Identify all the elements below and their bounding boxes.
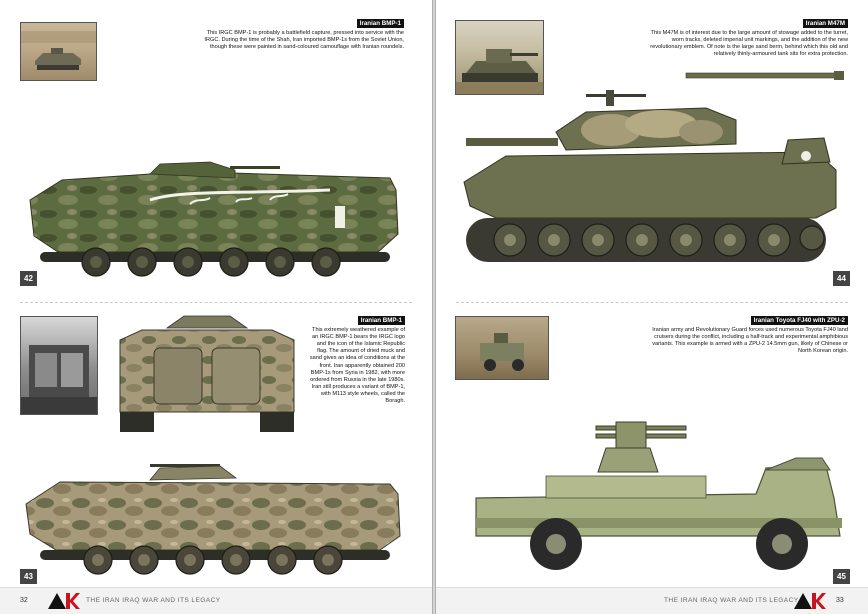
zpu2-gun <box>596 422 686 472</box>
bmp1-rear-view <box>112 314 302 434</box>
plate-number-43: 43 <box>20 569 37 584</box>
bmp1-weathered-side-view <box>0 452 432 582</box>
page-number: 33 <box>836 597 844 604</box>
ak-logo <box>46 592 80 610</box>
right-divider <box>456 302 848 303</box>
caption-tag: Iranian Toyota FJ40 with ZPU-2 <box>751 316 848 325</box>
bmp1-bw-photo <box>20 316 98 415</box>
bmp1-reference-photo <box>20 22 97 81</box>
caption-text: This extremely weathered example of an IRGC BMP-1 bears the IRGC logo and the icon of the Islamic Republic flag. The amount of dried muck and sand gives an idea of conditions at the front. Iran apparently obtained 200 BMP-1s from Syria in 1982, with more ordered from Russia in the late 1980s. Iran still produces a variant of BMP-1, with M113 style wheels, called the Boragh. <box>309 327 405 405</box>
caption-tag: Iranian M47M <box>803 19 848 28</box>
caption-bmp1-middle <box>308 316 405 405</box>
toyota-photo-illustration <box>456 317 548 379</box>
caption-text: This IRGC BMP-1 is probably a battlefield capture, pressed into service with the IRGC. During the time of the Shah, Iran imported BMP-1s from the Soviet Union, though these were painted in sand-coloured camouflage with Iranian roundels. <box>204 30 404 51</box>
plate-number-44: 44 <box>833 271 850 286</box>
bmp1-photo-illustration <box>21 23 96 80</box>
ak-logo-icon <box>792 592 826 610</box>
left-page <box>0 0 432 614</box>
caption-toyota <box>640 316 848 355</box>
ak-logo <box>792 592 826 610</box>
ak-logo-icon <box>46 592 80 610</box>
m47m-turret-detail <box>778 134 834 174</box>
plate-number-45: 45 <box>833 569 850 584</box>
left-footer <box>0 587 432 614</box>
bw-photo-illustration <box>21 317 97 414</box>
caption-bmp1-top <box>196 19 404 51</box>
left-divider <box>20 302 412 303</box>
m47m-gun-barrel <box>686 70 846 82</box>
caption-tag: Iranian BMP-1 <box>358 316 405 325</box>
m47m-photo-illustration <box>456 21 543 94</box>
page-number: 32 <box>20 597 28 604</box>
footer-title: THE IRAN IRAQ WAR AND ITS LEGACY <box>86 597 221 604</box>
m47m-side-view <box>436 90 868 290</box>
caption-m47m <box>640 19 848 58</box>
toyota-reference-photo <box>455 316 549 380</box>
right-footer <box>436 587 868 614</box>
caption-text: Iranian army and Revolutionary Guard forces used numerous Toyota FJ40 land cruisers during the conflict, including a half-track and experimental amphibious variants. This example is armed with a ZPU-2 14.5mm gun, likely of Chinese or North Korean origin. <box>652 327 848 355</box>
caption-text: This M47M is of interest due to the large amount of stowage added to the turret, worn tracks, deleted imperial unit markings, and the addition of the new revolutionary emblem. Of note is the large sand berm, behind which this old and relatively thinly-armoured tank sits for extra protection. <box>650 30 848 58</box>
footer-title: THE IRAN IRAQ WAR AND ITS LEGACY <box>664 597 799 604</box>
m47m-reference-photo <box>455 20 544 95</box>
toyota-fj40-side-view <box>436 418 868 593</box>
caption-tag: Iranian BMP-1 <box>357 19 404 28</box>
plate-number-42: 42 <box>20 271 37 286</box>
bmp1-green-side-view <box>0 160 432 280</box>
right-page <box>436 0 868 614</box>
